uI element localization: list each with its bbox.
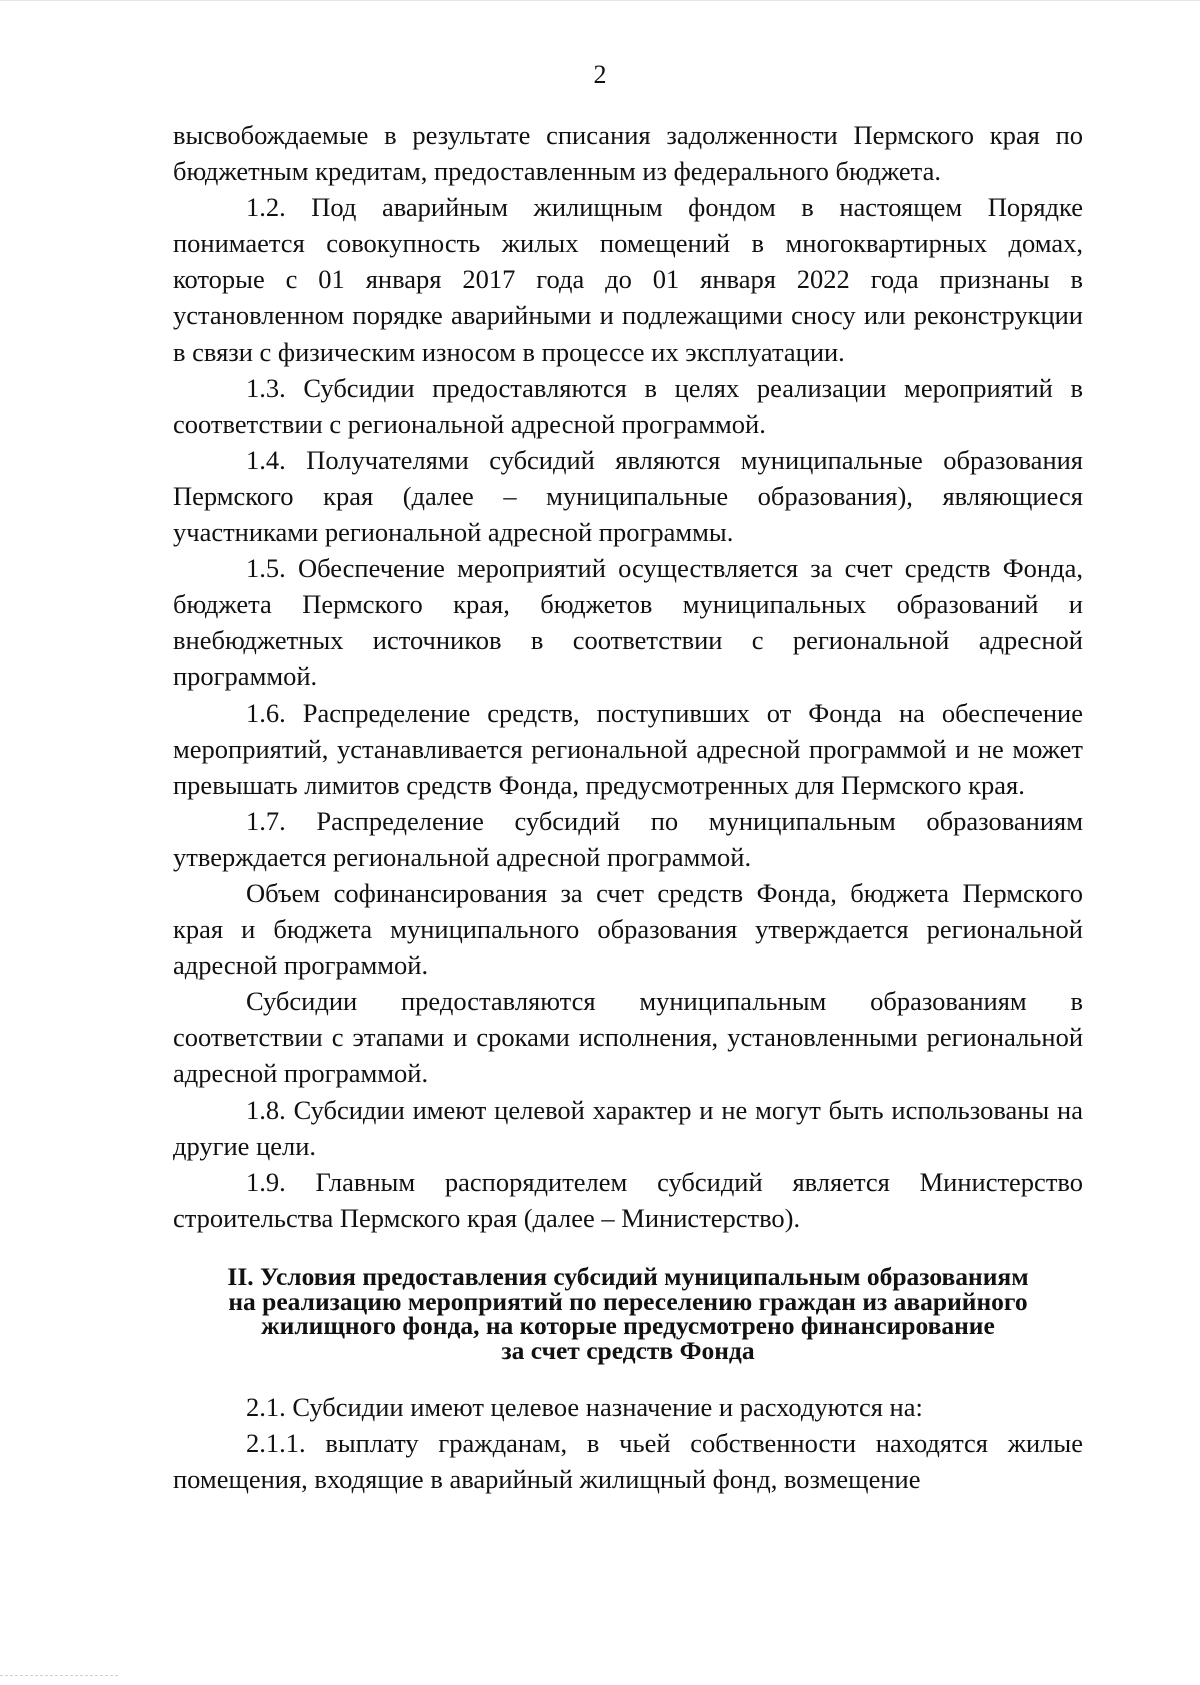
document-body [173, 117, 1083, 1498]
page-number: 2 [593, 60, 607, 89]
scan-edge-mark [0, 1675, 118, 1677]
section-heading-line: II. Условия предоставления субсидий муниципальным образованиям [227, 1261, 1029, 1291]
paragraph-1-4: 1.4. Получателями субсидий являются муниципальные образования Пермского края (далее – муниципальные образования), являющиеся участниками региональной адресной программы. [173, 444, 1083, 548]
section-heading-line: на реализацию мероприятий по переселению граждан из аварийного [228, 1286, 1028, 1316]
section-heading [173, 1261, 1083, 1365]
section-heading-line: за счет средств Фонда [501, 1335, 755, 1365]
paragraph-subsidy-stages: Субсидии предоставляются муниципальным образованиям в соответствии с этапами и сроками исполнения, установленными региональной адресной программой. [173, 986, 1083, 1089]
paragraph-1-6: 1.6. Распределение средств, поступивших от Фонда на обеспечение мероприятий, устанавливается региональной адресной программой и не может превышать лимитов средств Фонда, предусмотренных для Пермского края. [173, 697, 1083, 800]
paragraph-2-1-1: 2.1.1. выплату гражданам, в чьей собственности находятся жилые помещения, входящие в аварийный жилищный фонд, возмещение [173, 1428, 1083, 1495]
paragraph-1-2: 1.2. Под аварийным жилищным фондом в настоящем Порядке понимается совокупность жилых помещений в многоквартирных домах, которые с 01 января 2017 года до 01 января 2022 года признаны в установленном порядке аварийными и подлежащими сносу или реконструкции в связи с физическим износом в процессе их эксплуатации. [173, 192, 1083, 367]
paragraph-1-9: 1.9. Главным распорядителем субсидий является Министерство строительства Пермского края (далее – Министерство). [173, 1166, 1083, 1233]
paragraph-cofinancing: Объем софинансирования за счет средств Фонда, бюджета Пермского края и бюджета муниципального образования утверждается региональной адресной программой. [173, 877, 1083, 981]
section-heading-line: жилищного фонда, на которые предусмотрено финансирование [261, 1311, 995, 1341]
paragraph-1-3: 1.3. Субсидии предоставляются в целях реализации мероприятий в соответствии с региональной адресной программой. [173, 372, 1083, 439]
paragraph-2-1: 2.1. Субсидии имеют целевое назначение и расходуются на: [246, 1392, 923, 1423]
paragraph-1-7: 1.7. Распределение субсидий по муниципальным образованиям утверждается региональной адресной программой. [173, 805, 1083, 872]
paragraph-1-8: 1.8. Субсидии имеют целевой характер и не могут быть использованы на другие цели. [173, 1094, 1083, 1161]
paragraph-1-5: 1.5. Обеспечение мероприятий осуществляется за счет средств Фонда, бюджета Пермского края, бюджетов муниципальных образований и внебюджетных источников в соответствии с региональной адресной программой. [173, 553, 1083, 692]
paragraph-continuation: высвобождаемые в результате списания задолженности Пермского края по бюджетным кредитам, предоставленным из федерального бюджета. [173, 120, 1083, 187]
